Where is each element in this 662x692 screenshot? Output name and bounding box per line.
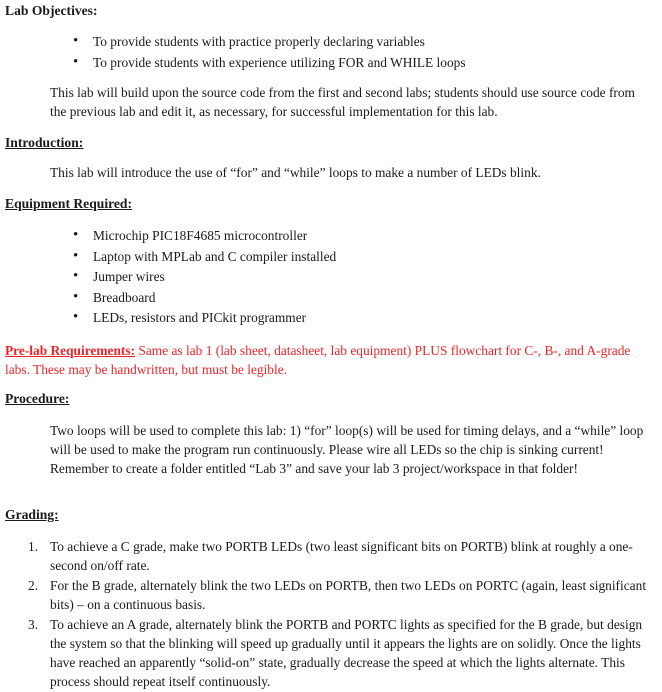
list-text: For the B grade, alternately blink the two LEDs on PORTB, then two LEDs on PORTC (again, least significant bits) – on a continuous basis. [50,578,647,612]
objectives-heading: Lab Objectives: [5,3,98,18]
list-item: • Laptop with MPLab and C compiler installed [73,247,336,268]
equipment-heading: Equipment Required: [5,196,133,211]
list-item: • To provide students with experience utilizing FOR and WHILE loops [73,53,466,74]
list-text: To achieve an A grade, alternately blink the PORTB and PORTC lights as specified for the B grade, but design the system so that the blinking will speed up gradually until it appears the lights are on solidly. Once the lights have reached an apparently “solid-on” state, gradually decrease the speed at which the lights alternate. This process should repeat itself continuously. [50,617,643,689]
procedure-heading: Procedure: [5,391,70,406]
list-item [28,615,658,691]
list-item [28,576,658,614]
prelab-requirements [5,341,633,379]
list-number: 3. [28,617,39,632]
introduction-paragraph: This lab will introduce the use of “for” and “while” loops to make a number of LEDs blink. [50,165,541,180]
objectives-list [73,32,466,73]
procedure-paragraph: Two loops will be used to complete this lab: 1) “for” loop(s) will be used for timing delays, and a “while” loop will be used to make the program run continuously. Please wire all LEDs so the chip is sinking current! Remember to create a folder entitled “Lab 3” and save your lab 3 project/workspace in that folder! [50,423,644,476]
list-item: • To provide students with practice properly declaring variables [73,32,466,53]
grading-list [28,537,658,692]
list-item: • Jumper wires [73,267,336,288]
grading-heading: Grading: [5,507,59,522]
prelab-heading: Pre-lab Requirements: [5,343,136,358]
prelab-text: Same as lab 1 (lab sheet, datasheet, lab equipment) PLUS flowchart for C-, B-, and A-grade labs. These may be handwritten, but must be legible. [5,343,631,377]
list-text: To achieve a C grade, make two PORTB LEDs (two least significant bits on PORTB) blink at roughly a one-second on/off rate. [50,539,633,573]
introduction-heading: Introduction: [5,135,84,150]
list-number: 1. [28,539,39,554]
list-item [28,537,658,575]
list-item: • LEDs, resistors and PICkit programmer [73,308,336,329]
list-number: 2. [28,578,39,593]
list-item: • Breadboard [73,288,336,309]
objectives-paragraph: This lab will build upon the source code from the first and second labs; students should use source code from the previous lab and edit it, as necessary, for successful implementation for this lab. [50,85,635,119]
equipment-list [73,226,336,329]
list-item: • Microchip PIC18F4685 microcontroller [73,226,336,247]
